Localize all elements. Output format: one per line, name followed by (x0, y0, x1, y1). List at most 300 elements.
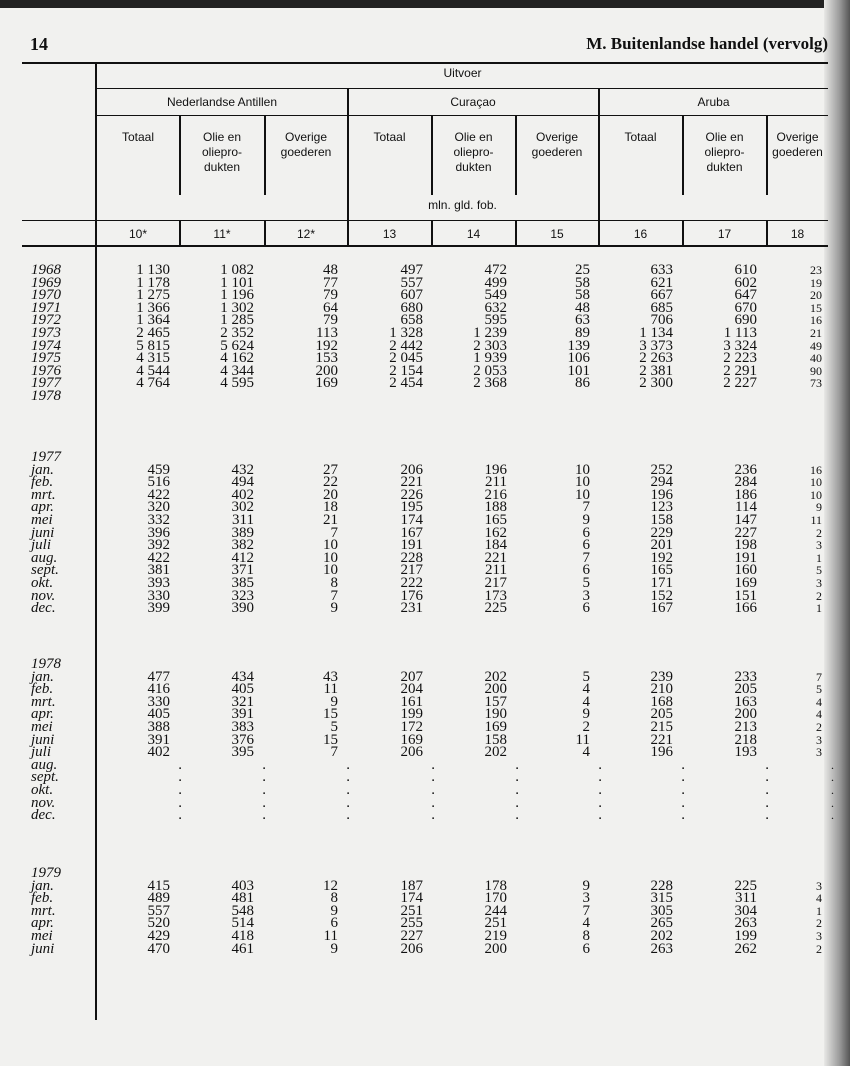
row-label: 1974 (31, 337, 61, 354)
table-cell: 497 (400, 262, 423, 278)
column-header: Olie en oliepro- dukten (704, 130, 745, 174)
table-cell: 231 (400, 600, 423, 617)
table-cell: 152 (650, 587, 673, 604)
table-cell: . (598, 769, 602, 786)
column-number: 11* (213, 227, 231, 241)
column-header: Olie en oliepro- dukten (453, 130, 494, 174)
table-cell: 169 (315, 375, 338, 392)
table-cell: 393 (147, 574, 170, 591)
table-cell: 225 (484, 600, 507, 617)
table-cell: 3 (816, 575, 822, 590)
table-cell: 218 (734, 731, 757, 748)
table-cell: 199 (400, 706, 423, 723)
table-cell: 210 (650, 681, 673, 698)
table-cell: 2 300 (639, 375, 673, 392)
table-cell: 239 (650, 668, 673, 685)
table-cell: 4 (582, 681, 590, 698)
table-row (0, 602, 850, 615)
table-cell: 320 (147, 499, 170, 516)
table-row (0, 264, 850, 277)
table-cell: . (598, 794, 602, 811)
table-cell: 461 (231, 940, 254, 957)
table-cell: 79 (323, 287, 338, 304)
table-cell: . (765, 794, 769, 811)
table-cell: 63 (575, 312, 590, 329)
table-cell: 43 (323, 668, 338, 685)
row-label: 1973 (31, 324, 61, 341)
table-cell: 167 (400, 524, 423, 541)
table-cell: 371 (231, 562, 254, 579)
table-row (0, 794, 850, 811)
table-cell: 4 (816, 891, 822, 906)
table-cell: 16 (810, 462, 822, 477)
table-row (0, 476, 850, 489)
column-number: 10* (128, 227, 148, 241)
table-cell: 4 (816, 707, 822, 722)
table-cell: 10 (810, 475, 822, 490)
table-cell: 7 (330, 587, 338, 604)
table-cell: 48 (575, 299, 590, 316)
column-header: Overige goederen (280, 130, 332, 159)
table-cell: 192 (315, 337, 338, 354)
row-label: juni (31, 731, 55, 748)
table-cell: 7 (582, 902, 590, 919)
row-label: juli (31, 537, 52, 554)
table-cell: 200 (315, 362, 338, 379)
table-cell: 217 (484, 574, 507, 591)
table-section (0, 451, 850, 615)
table-cell: 6 (582, 940, 590, 957)
table-cell: 494 (231, 474, 254, 491)
table-cell: 667 (650, 287, 673, 304)
table-cell: 15 (323, 706, 338, 723)
table-cell: . (765, 807, 769, 824)
row-label: nov. (31, 794, 56, 811)
table-cell: 139 (567, 337, 590, 354)
table-cell: 422 (147, 486, 170, 503)
table-cell: . (346, 781, 350, 798)
row-label: feb. (31, 681, 54, 698)
table-cell: 2 045 (389, 350, 423, 367)
table-cell: 201 (650, 537, 673, 554)
table-cell: 470 (147, 940, 170, 957)
table-cell: 162 (484, 524, 507, 541)
table-cell: 196 (650, 486, 673, 503)
table-cell: 305 (650, 902, 673, 919)
table-row (0, 486, 850, 503)
table-cell: 670 (734, 299, 757, 316)
table-cell: . (765, 781, 769, 798)
table-cell: 311 (232, 511, 254, 528)
table-cell: 23 (810, 263, 822, 277)
row-label: feb. (31, 890, 54, 907)
row-label: mei (31, 718, 53, 735)
table-cell: 217 (400, 562, 423, 579)
table-cell: . (431, 781, 435, 798)
table-cell: 2 (816, 525, 822, 540)
table-row (0, 731, 850, 748)
table-cell: 192 (650, 549, 673, 566)
table-cell: 3 (816, 732, 822, 747)
table-cell: 4 (582, 693, 590, 710)
table-cell: 391 (231, 706, 254, 723)
table-cell: 294 (650, 474, 673, 491)
table-cell: 7 (816, 669, 822, 684)
row-label: apr. (31, 915, 54, 932)
table-cell: 4 764 (136, 375, 170, 392)
table-cell: 5 (582, 668, 590, 685)
table-cell: 391 (147, 731, 170, 748)
table-cell: 173 (484, 587, 507, 604)
table-cell: 396 (147, 524, 170, 541)
row-label: sept. (31, 562, 59, 579)
table-cell: 199 (734, 927, 757, 944)
table-cell: 187 (400, 877, 423, 894)
row-label: jan. (31, 877, 54, 894)
table-cell: 251 (400, 902, 423, 919)
table-cell: 3 324 (723, 337, 757, 354)
column-header: Olie en oliepro- dukten (201, 130, 243, 174)
row-label: 1977 (31, 375, 61, 392)
table-cell: 176 (400, 587, 423, 604)
row-label: 1968 (31, 262, 61, 278)
table-cell: 7 (582, 499, 590, 516)
row-label: dec. (31, 807, 56, 824)
table-cell: 211 (485, 474, 507, 491)
row-label: 1971 (31, 299, 61, 316)
table-row (0, 940, 850, 957)
table-cell: 10 (575, 486, 590, 503)
table-cell: 202 (484, 744, 507, 761)
table-cell: 389 (231, 524, 254, 541)
table-cell: 160 (734, 562, 757, 579)
table-cell: 2 303 (473, 337, 507, 354)
table-cell: 9 (582, 706, 590, 723)
table-row (0, 299, 850, 316)
table-cell: 171 (650, 574, 673, 591)
table-row (0, 892, 850, 905)
table-cell: 89 (575, 324, 590, 341)
table-cell: 2 (816, 588, 822, 603)
table-cell: 10 (810, 487, 822, 502)
table-cell: 262 (734, 940, 757, 957)
table-cell: 19 (810, 275, 822, 290)
table-cell: 690 (734, 312, 757, 329)
table-cell: 236 (734, 461, 757, 478)
row-label: mrt. (31, 902, 56, 919)
table-cell: 167 (650, 600, 673, 617)
table-cell: . (178, 781, 182, 798)
table-cell: 77 (323, 274, 338, 291)
table-cell: . (765, 769, 769, 786)
table-cell: 168 (650, 693, 673, 710)
table-row (0, 314, 850, 327)
table-row (0, 289, 850, 302)
group-nederlandse-antillen: Nederlandse Antillen (166, 95, 278, 109)
table-cell: 198 (734, 537, 757, 554)
table-row (0, 668, 850, 685)
table-row (0, 877, 850, 894)
table-cell: 2 (582, 718, 590, 735)
table-cell: 390 (231, 600, 254, 617)
group-aruba: Aruba (697, 95, 730, 109)
table-cell: 1 101 (220, 274, 254, 291)
table-cell: . (831, 808, 834, 823)
table-cell: 58 (575, 287, 590, 304)
table-cell: 2 291 (723, 362, 757, 379)
table-cell: . (262, 756, 266, 773)
table-cell: 2 (816, 941, 822, 956)
table-cell: . (831, 757, 834, 772)
table-cell: 2 (816, 719, 822, 734)
table-cell: 255 (400, 915, 423, 932)
table-cell: 10 (575, 474, 590, 491)
table-cell: 64 (323, 299, 338, 316)
table-cell: . (681, 756, 685, 773)
header-uitvoer: Uitvoer (443, 66, 482, 80)
table-cell: 101 (567, 362, 590, 379)
table-cell: . (346, 794, 350, 811)
table-row (0, 902, 850, 919)
table-cell: . (515, 781, 519, 798)
table-cell: 8 (330, 890, 338, 907)
table-cell: 3 (582, 587, 590, 604)
table-cell: . (831, 782, 834, 797)
table-cell: 18 (323, 499, 338, 516)
table-cell: 165 (484, 511, 507, 528)
table-cell: 200 (484, 940, 507, 957)
table-cell: 213 (734, 718, 757, 735)
table-cell: 1 939 (473, 350, 507, 367)
table-cell: 10 (323, 562, 338, 579)
section-year-label: 1977 (31, 449, 61, 465)
table-cell: 3 373 (639, 337, 673, 354)
table-cell: 225 (734, 877, 757, 894)
table-cell: 647 (734, 287, 757, 304)
table-cell: 7 (330, 524, 338, 541)
table-cell: 557 (400, 274, 423, 291)
table-cell: 186 (734, 486, 757, 503)
table-cell: 200 (484, 681, 507, 698)
table-cell: 459 (147, 461, 170, 478)
table-cell: 265 (650, 915, 673, 932)
table-cell: . (515, 756, 519, 773)
table-cell: 516 (147, 474, 170, 491)
table-cell: 432 (231, 461, 254, 478)
table-cell: 252 (650, 461, 673, 478)
table-cell: 27 (323, 461, 338, 478)
table-cell: . (598, 781, 602, 798)
table-cell: . (178, 769, 182, 786)
table-cell: 172 (400, 718, 423, 735)
table-cell: 2 053 (473, 362, 507, 379)
table-cell: 215 (650, 718, 673, 735)
table-section (0, 658, 850, 822)
table-cell: 685 (650, 299, 673, 316)
table-cell: 3 (816, 538, 822, 553)
row-label: 1972 (31, 312, 61, 329)
table-cell: 1 (816, 601, 822, 616)
table-cell: 205 (734, 681, 757, 698)
table-row (0, 927, 850, 944)
table-cell: 402 (147, 744, 170, 761)
table-cell: 15 (323, 731, 338, 748)
column-number: 16 (633, 227, 648, 241)
table-cell: 2 227 (723, 375, 757, 392)
table-cell: 311 (735, 890, 757, 907)
table-cell: 402 (231, 486, 254, 503)
table-row (0, 564, 850, 577)
table-cell: 174 (400, 890, 423, 907)
table-cell: 151 (734, 587, 757, 604)
table-cell: 405 (147, 706, 170, 723)
table-cell: 193 (734, 744, 757, 761)
table-cell: . (431, 807, 435, 824)
table-cell: 22 (323, 474, 338, 491)
table-row (0, 917, 850, 930)
column-header: Overige goederen (531, 130, 583, 159)
table-row (0, 693, 850, 710)
table-cell: 11 (810, 512, 822, 527)
table-cell: 4 (816, 694, 822, 709)
table-cell: . (178, 794, 182, 811)
table-cell: 403 (231, 877, 254, 894)
table-row (0, 781, 850, 798)
table-cell: 499 (484, 274, 507, 291)
table-cell: 477 (147, 668, 170, 685)
table-cell: 158 (484, 731, 507, 748)
table-cell: 385 (231, 574, 254, 591)
table-cell: 25 (575, 262, 590, 278)
table-cell: 405 (231, 681, 254, 698)
table-cell: 90 (810, 363, 822, 378)
column-header: Overige goederen (772, 130, 823, 159)
table-cell: 163 (734, 693, 757, 710)
unit-label: mln. gld. fob. (428, 198, 497, 212)
table-row (0, 387, 850, 404)
table-cell: 7 (330, 744, 338, 761)
table-row (0, 377, 850, 390)
table-cell: 9 (330, 902, 338, 919)
table-cell: 514 (231, 915, 254, 932)
table-cell: 20 (323, 486, 338, 503)
table-cell: 184 (484, 537, 507, 554)
table-cell: 178 (484, 877, 507, 894)
table-cell: 1 366 (136, 299, 170, 316)
table-cell: 196 (484, 461, 507, 478)
table-cell: 520 (147, 915, 170, 932)
table-cell: 9 (330, 940, 338, 957)
table-cell: . (515, 807, 519, 824)
table-cell: 388 (147, 718, 170, 735)
table-cell: 383 (231, 718, 254, 735)
table-cell: 6 (582, 524, 590, 541)
table-cell: 15 (810, 300, 822, 315)
table-cell: 429 (147, 927, 170, 944)
table-cell: 3 (816, 928, 822, 943)
table-cell: 221 (650, 731, 673, 748)
table-cell: 219 (484, 927, 507, 944)
table-cell: 190 (484, 706, 507, 723)
table-row (0, 718, 850, 735)
table-cell: 40 (810, 351, 822, 366)
table-cell: 2 381 (639, 362, 673, 379)
table-cell: 2 154 (389, 362, 423, 379)
table-cell: 330 (147, 587, 170, 604)
table-cell: 114 (735, 499, 757, 516)
scan-top-edge (0, 0, 850, 8)
table-cell: 680 (400, 299, 423, 316)
column-header: Totaal (121, 130, 155, 144)
table-cell: . (831, 795, 834, 810)
table-cell: 10 (323, 537, 338, 554)
table-cell: 412 (231, 549, 254, 566)
table-cell: 4 595 (220, 375, 254, 392)
table-cell: 633 (650, 262, 673, 278)
table-cell: . (262, 781, 266, 798)
row-label: juni (31, 940, 55, 957)
table-cell: 73 (810, 376, 822, 391)
table-cell: 9 (330, 693, 338, 710)
table-cell: 166 (734, 600, 757, 617)
table-cell: 595 (484, 312, 507, 329)
table-cell: . (346, 807, 350, 824)
row-label: juni (31, 524, 55, 541)
table-cell: 251 (484, 915, 507, 932)
table-cell: 323 (231, 587, 254, 604)
table-cell: 48 (323, 262, 338, 278)
table-cell: 1 275 (136, 287, 170, 304)
table-cell: 3 (816, 878, 822, 893)
page-number: 14 (30, 34, 48, 54)
table-cell: 202 (650, 927, 673, 944)
table-cell: 123 (650, 499, 673, 516)
table-cell: 321 (231, 693, 254, 710)
table-cell: 233 (734, 668, 757, 685)
table-cell: 9 (582, 877, 590, 894)
table-cell: . (681, 781, 685, 798)
row-label: 1976 (31, 362, 61, 379)
table-cell: 1 134 (639, 324, 673, 341)
table-cell: 11 (323, 681, 338, 698)
table-cell: 2 465 (136, 324, 170, 341)
table-cell: 549 (484, 287, 507, 304)
table-cell: 315 (650, 890, 673, 907)
table-cell: 206 (400, 461, 423, 478)
table-cell: 610 (734, 262, 757, 278)
column-header: Totaal (624, 130, 657, 144)
section-year-label: 1978 (31, 656, 61, 672)
table-cell: 228 (400, 549, 423, 566)
table-cell: 1 (816, 550, 822, 565)
column-number: 18 (790, 227, 805, 241)
table-cell: 489 (147, 890, 170, 907)
row-label: mrt. (31, 486, 56, 503)
table-row (0, 539, 850, 552)
table-cell: 174 (400, 511, 423, 528)
table-cell: 58 (575, 274, 590, 291)
table-cell: . (262, 769, 266, 786)
table-cell: 147 (734, 511, 757, 528)
table-cell: 2 263 (639, 350, 673, 367)
table-cell: 2 352 (220, 324, 254, 341)
table-cell: 170 (484, 890, 507, 907)
table-cell: . (681, 807, 685, 824)
table-cell: 227 (734, 524, 757, 541)
table-cell: 416 (147, 681, 170, 698)
table-cell: 1 239 (473, 324, 507, 341)
table-cell: 1 082 (220, 262, 254, 278)
